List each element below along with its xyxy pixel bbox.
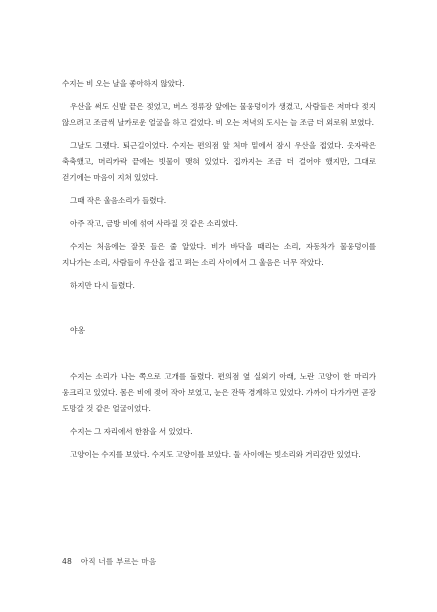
page-body bbox=[62, 76, 376, 470]
paragraph-6: 수지는 처음에는 잘못 들은 줄 알았다. 비가 바닥을 때리는 소리, 자동차가 물웅덩이를 지나가는 소리, 사람들이 우산을 접고 펴는 소리 사이에서 그 울음은 너무 작았다. bbox=[62, 242, 376, 267]
section-spacer bbox=[62, 301, 376, 323]
paragraph-4: 그때 작은 울음소리가 들렸다. bbox=[70, 196, 167, 205]
paragraph-7: 하지만 다시 들렸다. bbox=[70, 281, 135, 290]
paragraph-2: 우산을 써도 신발 끝은 젖었고, 버스 정류장 앞에는 물웅덩이가 생겼고, 사람들은 저마다 젖지 않으려고 조금씩 날카로운 얼굴을 하고 걸었다. 비 오는 저녁의 도시는 늘 조금 더 외로워 보였다. bbox=[62, 102, 376, 127]
paragraph-9: 수지는 그 자리에서 한참을 서 있었다. bbox=[70, 427, 193, 436]
paragraph-5: 아주 작고, 금방 비에 섞여 사라질 것 같은 소리였다. bbox=[70, 219, 238, 228]
paragraph-1: 수지는 비 오는 날을 좋아하지 않았다. bbox=[62, 79, 185, 88]
page-footer bbox=[62, 556, 156, 567]
paragraph-10: 고양이는 수지를 보았다. 수지도 고양이를 보았다. 둘 사이에는 빗소리와 거리감만 있었다. bbox=[70, 450, 361, 459]
paragraph-8: 수지는 소리가 나는 쪽으로 고개를 돌렸다. 편의점 옆 실외기 아래, 노란 고양이 한 마리가 웅크리고 있었다. 몸은 비에 젖어 작아 보였고, 눈은 잔뜩 경계하고 있었다. 가까이 다가가면 곧장 도망갈 것 같은 얼굴이었다. bbox=[62, 372, 376, 413]
running-title: 아직 너를 부르는 마음 bbox=[80, 557, 157, 566]
dialog-line: 야옹 bbox=[70, 326, 86, 335]
page-number: 48 bbox=[62, 557, 73, 566]
paragraph-3: 그날도 그랬다. 퇴근길이었다. 수지는 편의점 앞 처마 밑에서 잠시 우산을 접었다. 옷자락은 축축했고, 머리카락 끝에는 빗물이 맺혀 있었다. 집까지는 조금 더 걸어야 했지만, 그대로 걷기에는 마음이 지쳐 있었다. bbox=[62, 141, 376, 182]
